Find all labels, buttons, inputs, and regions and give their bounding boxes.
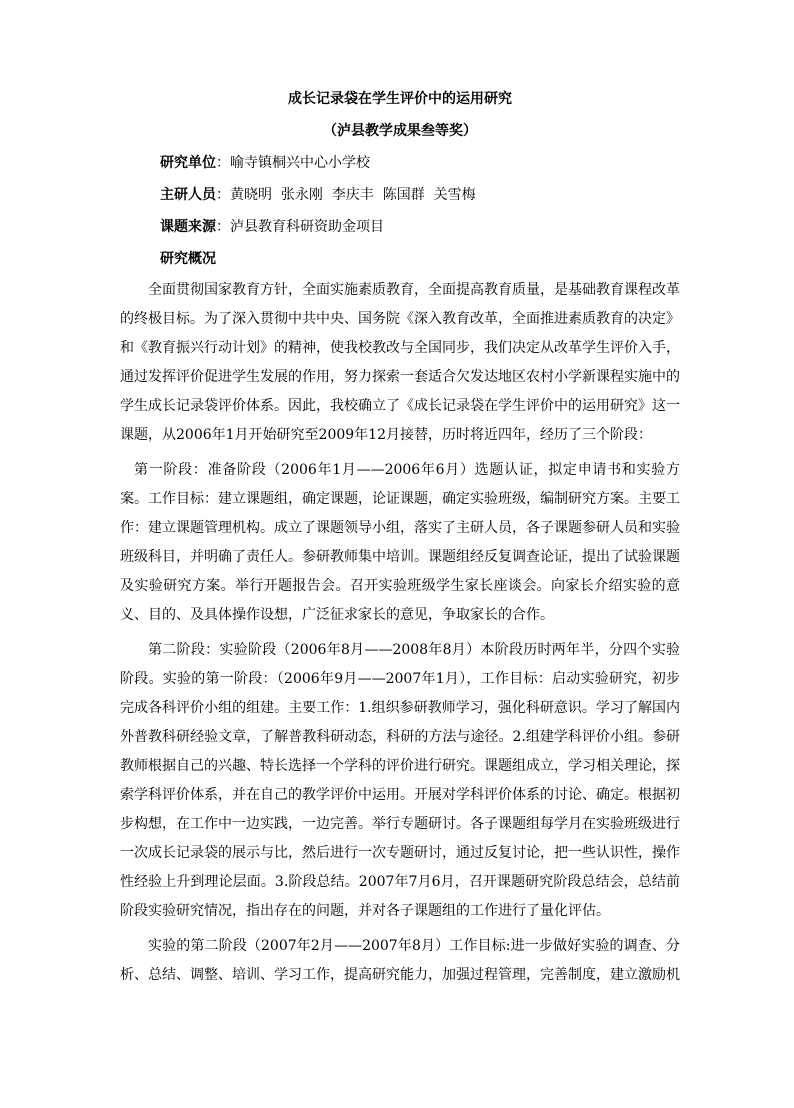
meta-research-unit [120,152,680,174]
meta-label: 主研人员 [160,187,216,203]
meta-separator: ： [216,219,230,235]
meta-separator: ： [216,187,230,203]
meta-label: 课题来源 [160,219,216,235]
paragraph-intro: 全面贯彻国家教育方针，全面实施素质教育，全面提高教育质量，是基础教育课程改革的终极目标。为了深入贯彻中共中央、国务院《深入教育改革，全面推进素质教育的决定》和《教育振兴行动计划》的精神，使我校教改与全国同步，我们决定从改革学生评价入手，通过发挥评价促进学生发展的作用，努力探索一套适合欠发达地区农村小学新课程实施中的学生成长记录袋评价体系。因此，我校确立了《成长记录袋在学生评价中的运用研究》这一课题，从2006年1月开始研究至2009年12月接替，历时将近四年，经历了三个阶段： [120,282,680,443]
document-title: 成长记录袋在学生评价中的运用研究 [288,91,512,107]
meta-separator: ： [216,155,230,171]
section-heading-overview: 研究概况 [160,251,216,267]
paragraph-stage-one: 第一阶段：准备阶段（2006年1月——2006年6月）选题认证，拟定申请书和实验方案。工作目标：建立课题组，确定课题，论证课题，确定实验班级，编制研究方案。主要工作：建立课题管理机构。成立了课题领导小组，落实了主研人员，各子课题参研人员和实验班级科目，并明确了责任人。参研教师集中培训。课题组经反复调查论证，提出了试验课题及实验研究方案。举行开题报告会。召开实验班级学生家长座谈会。向家长介绍实验的意义、目的、及具体操作设想，广泛征求家长的意见，争取家长的合作。 [120,462,680,623]
meta-value: 喻寺镇桐兴中心小学校 [230,155,370,171]
paragraph-stage-two: 第二阶段：实验阶段（2006年8月——2008年8月）本阶段历时两年半，分四个实验阶段。实验的第一阶段：（2006年9月——2007年1月），工作目标：启动实验研究，初步完成各科评价小组的组建。主要工作：1.组织参研教师学习，强化科研意识。学习了解国内外普教科研经验文章，了解普教科研动态，科研的方法与途径。2.组建学科评价小组。参研教师根据自己的兴趣、特长选择一个学科的评价进行研究。课题组成立，学习相关理论，探索学科评价体系，并在自己的教学评价中运用。开展对学科评价体系的讨论、确定。根据初步构想，在工作中一边实践，一边完善。举行专题研讨。各子课题组每学月在实验班级进行一次成长记录袋的展示与比，然后进行一次专题研讨，通过反复讨论，把一些认识性，操作性经验上升到理论层面。3.阶段总结。2007年7月6月，召开课题研究阶段总结会，总结前阶段实验研究情况，指出存在的问题，并对各子课题组的工作进行了量化评估。 [120,642,680,919]
meta-value: 黄晓明 张永刚 李庆丰 陈国群 关雪梅 [230,187,476,203]
meta-researchers [120,184,680,206]
meta-project-source [120,216,680,238]
meta-value: 泸县教育科研资助金项目 [230,219,384,235]
document-subtitle: （泸县教学成果叁等奖） [323,123,477,139]
paragraph-stage-two-part-two: 实验的第二阶段（2007年2月——2007年8月）工作目标:进一步做好实验的调查、分析、总结、调整、培训、学习工作，提高研究能力，加强过程管理，完善制度，建立激励机 [120,938,680,983]
document-body [120,88,680,996]
meta-label: 研究单位 [160,155,216,171]
